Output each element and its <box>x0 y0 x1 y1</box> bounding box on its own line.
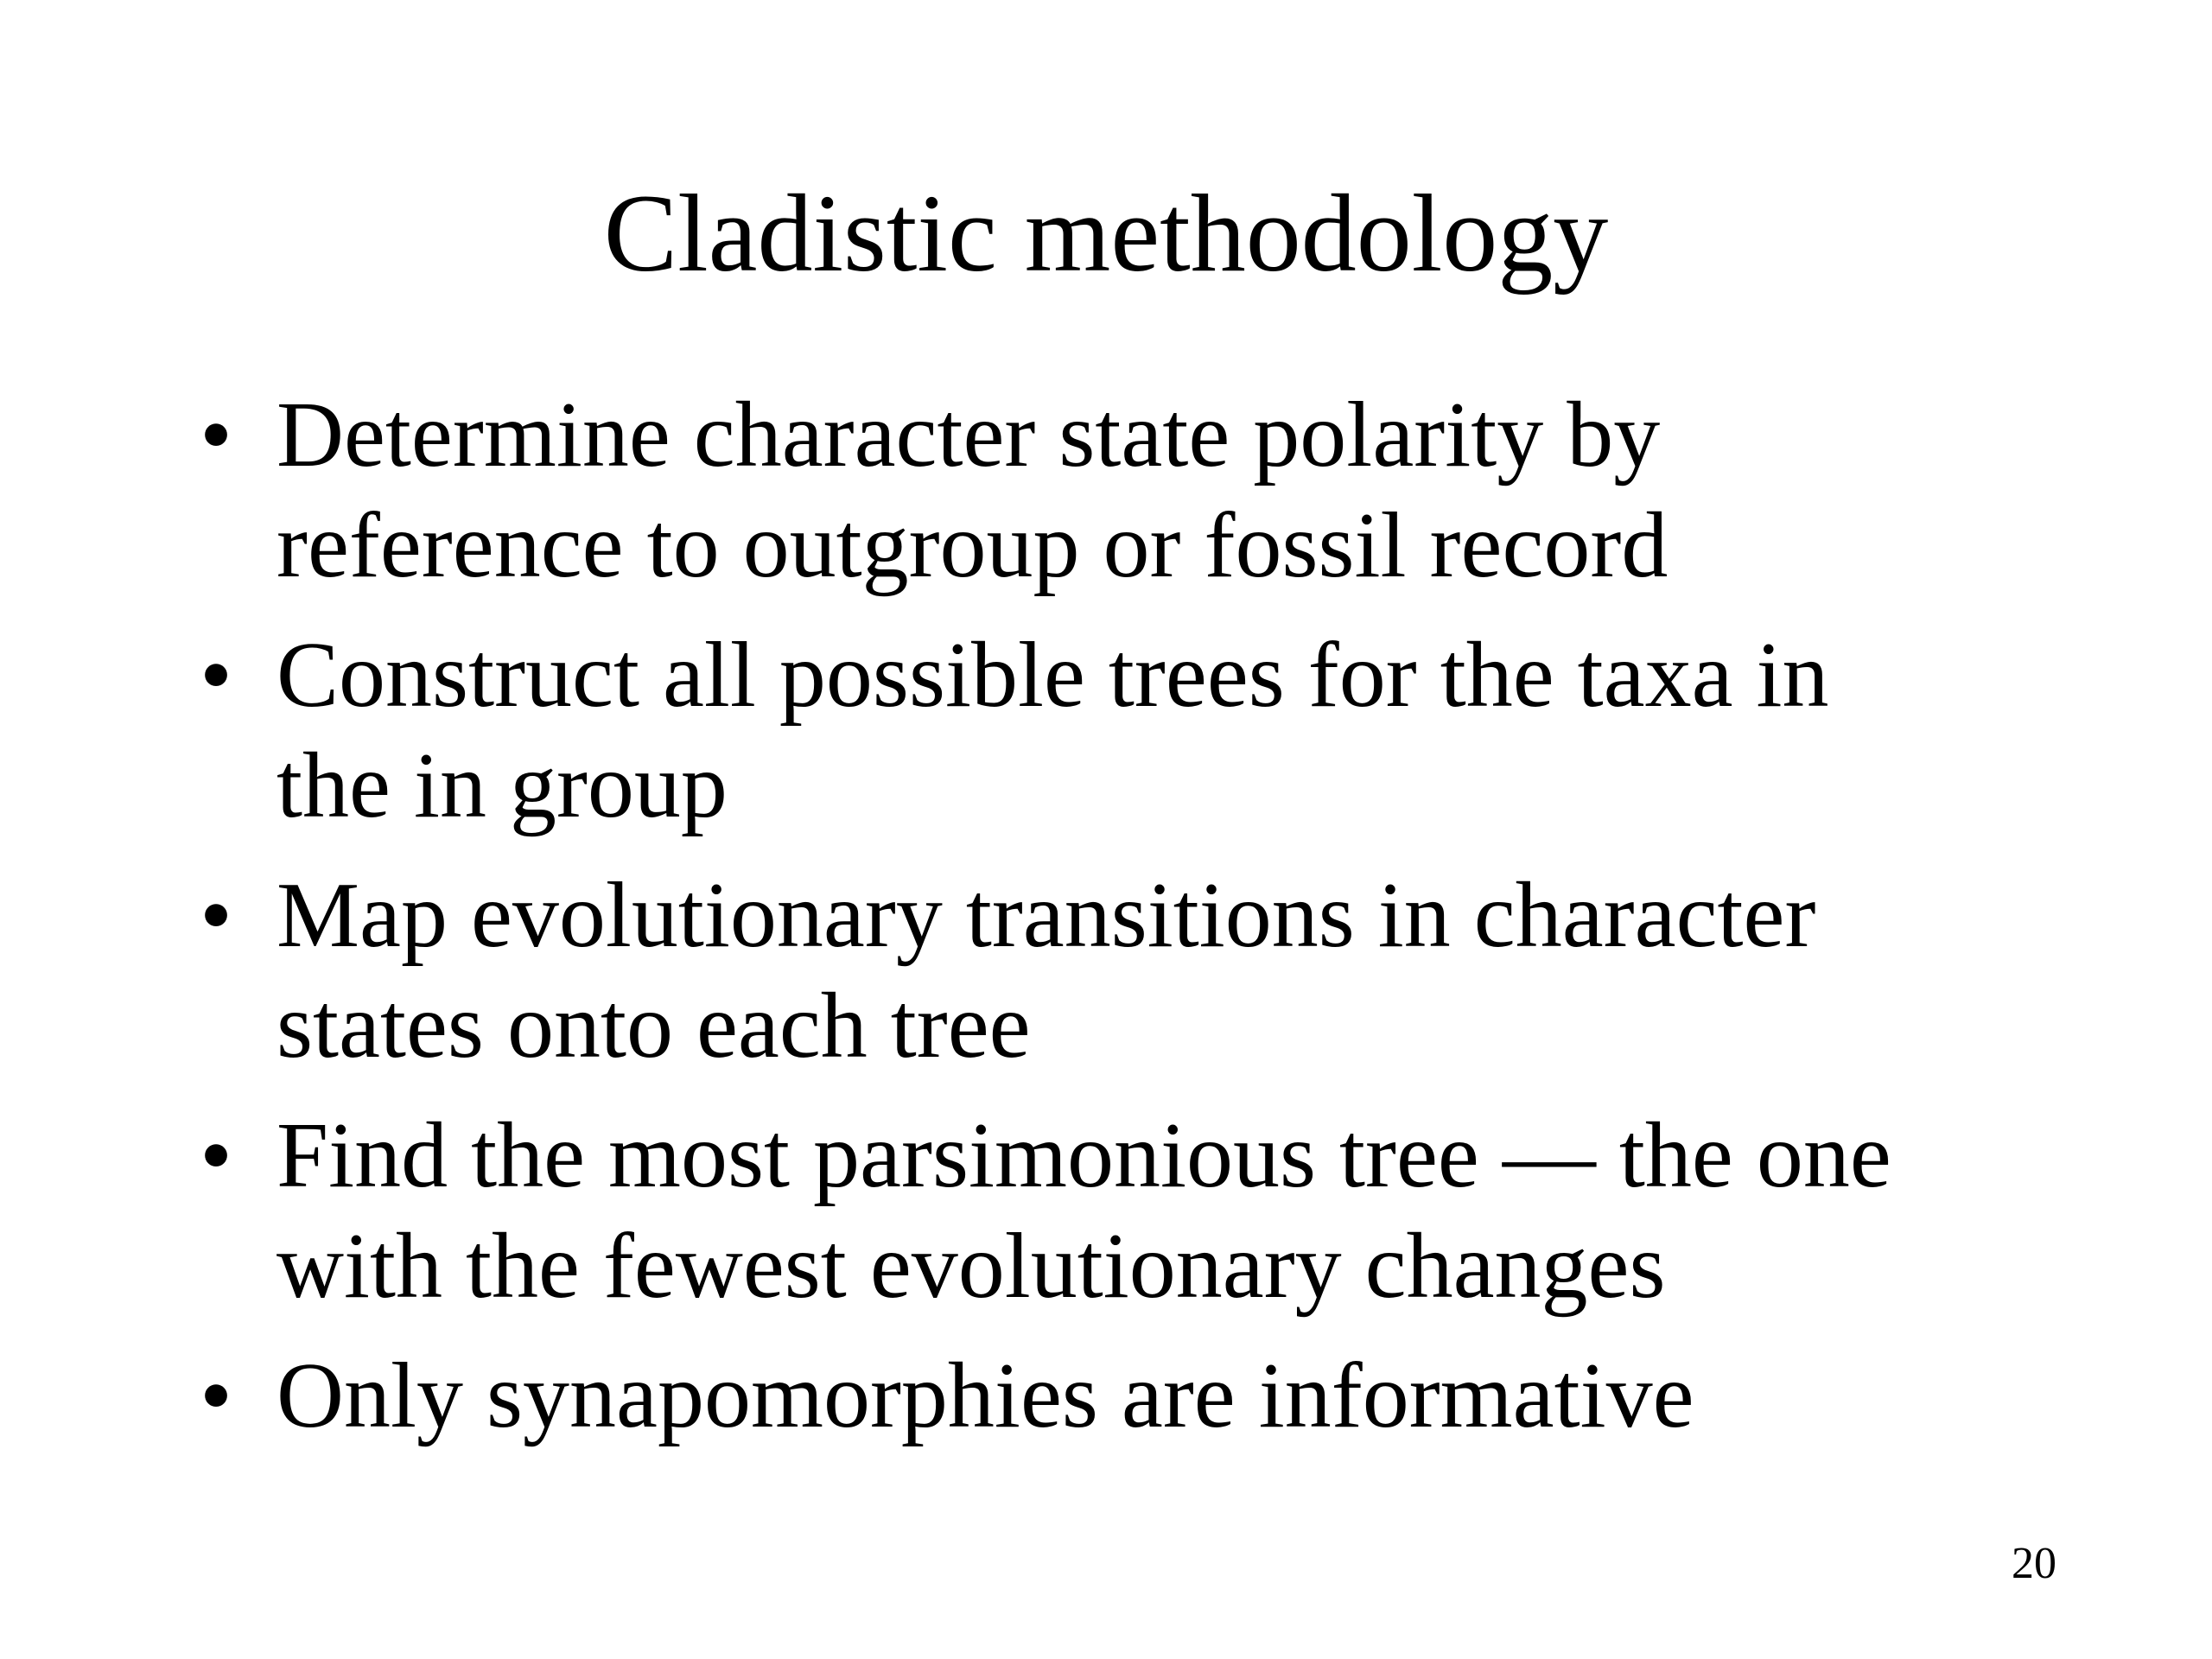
bullet-line: the in group <box>276 734 728 837</box>
bullet-text <box>276 620 2082 842</box>
bullet-line: Determine character state polarity by <box>276 384 1661 486</box>
bullet-item-map-transitions <box>181 861 2082 1082</box>
bullet-line: Map evolutionary transitions in character <box>276 864 1816 967</box>
bullet-line: Find the most parsimonious tree — the one <box>276 1104 1891 1207</box>
bullet-item-parsimonious-tree <box>181 1101 2082 1322</box>
bullet-line: Construct all possible trees for the taxa in <box>276 624 1829 727</box>
bullet-item-polarity <box>181 380 2082 601</box>
bullet-line: reference to outgroup or fossil record <box>276 494 1669 597</box>
bullet-text <box>276 1101 2082 1322</box>
bullet-text <box>276 861 2082 1082</box>
slide-number: 20 <box>2012 1539 2056 1588</box>
bullet-icon: • <box>200 864 232 967</box>
bullet-text <box>276 1341 2082 1452</box>
bullet-text <box>276 380 2082 601</box>
bullet-line: states onto each tree <box>276 975 1031 1077</box>
bullet-line: with the fewest evolutionary changes <box>276 1215 1666 1318</box>
bullet-icon: • <box>200 624 232 727</box>
bullet-icon: • <box>200 384 232 486</box>
bullet-item-construct-trees <box>181 620 2082 842</box>
bullet-icon: • <box>200 1104 232 1207</box>
bullet-icon: • <box>200 1344 232 1447</box>
bullet-item-synapomorphies <box>181 1341 2082 1452</box>
bullet-line: Only synapomorphies are informative <box>276 1344 1694 1447</box>
slide-title: Cladistic methodology <box>603 172 1609 295</box>
bullet-list <box>181 380 2082 1471</box>
